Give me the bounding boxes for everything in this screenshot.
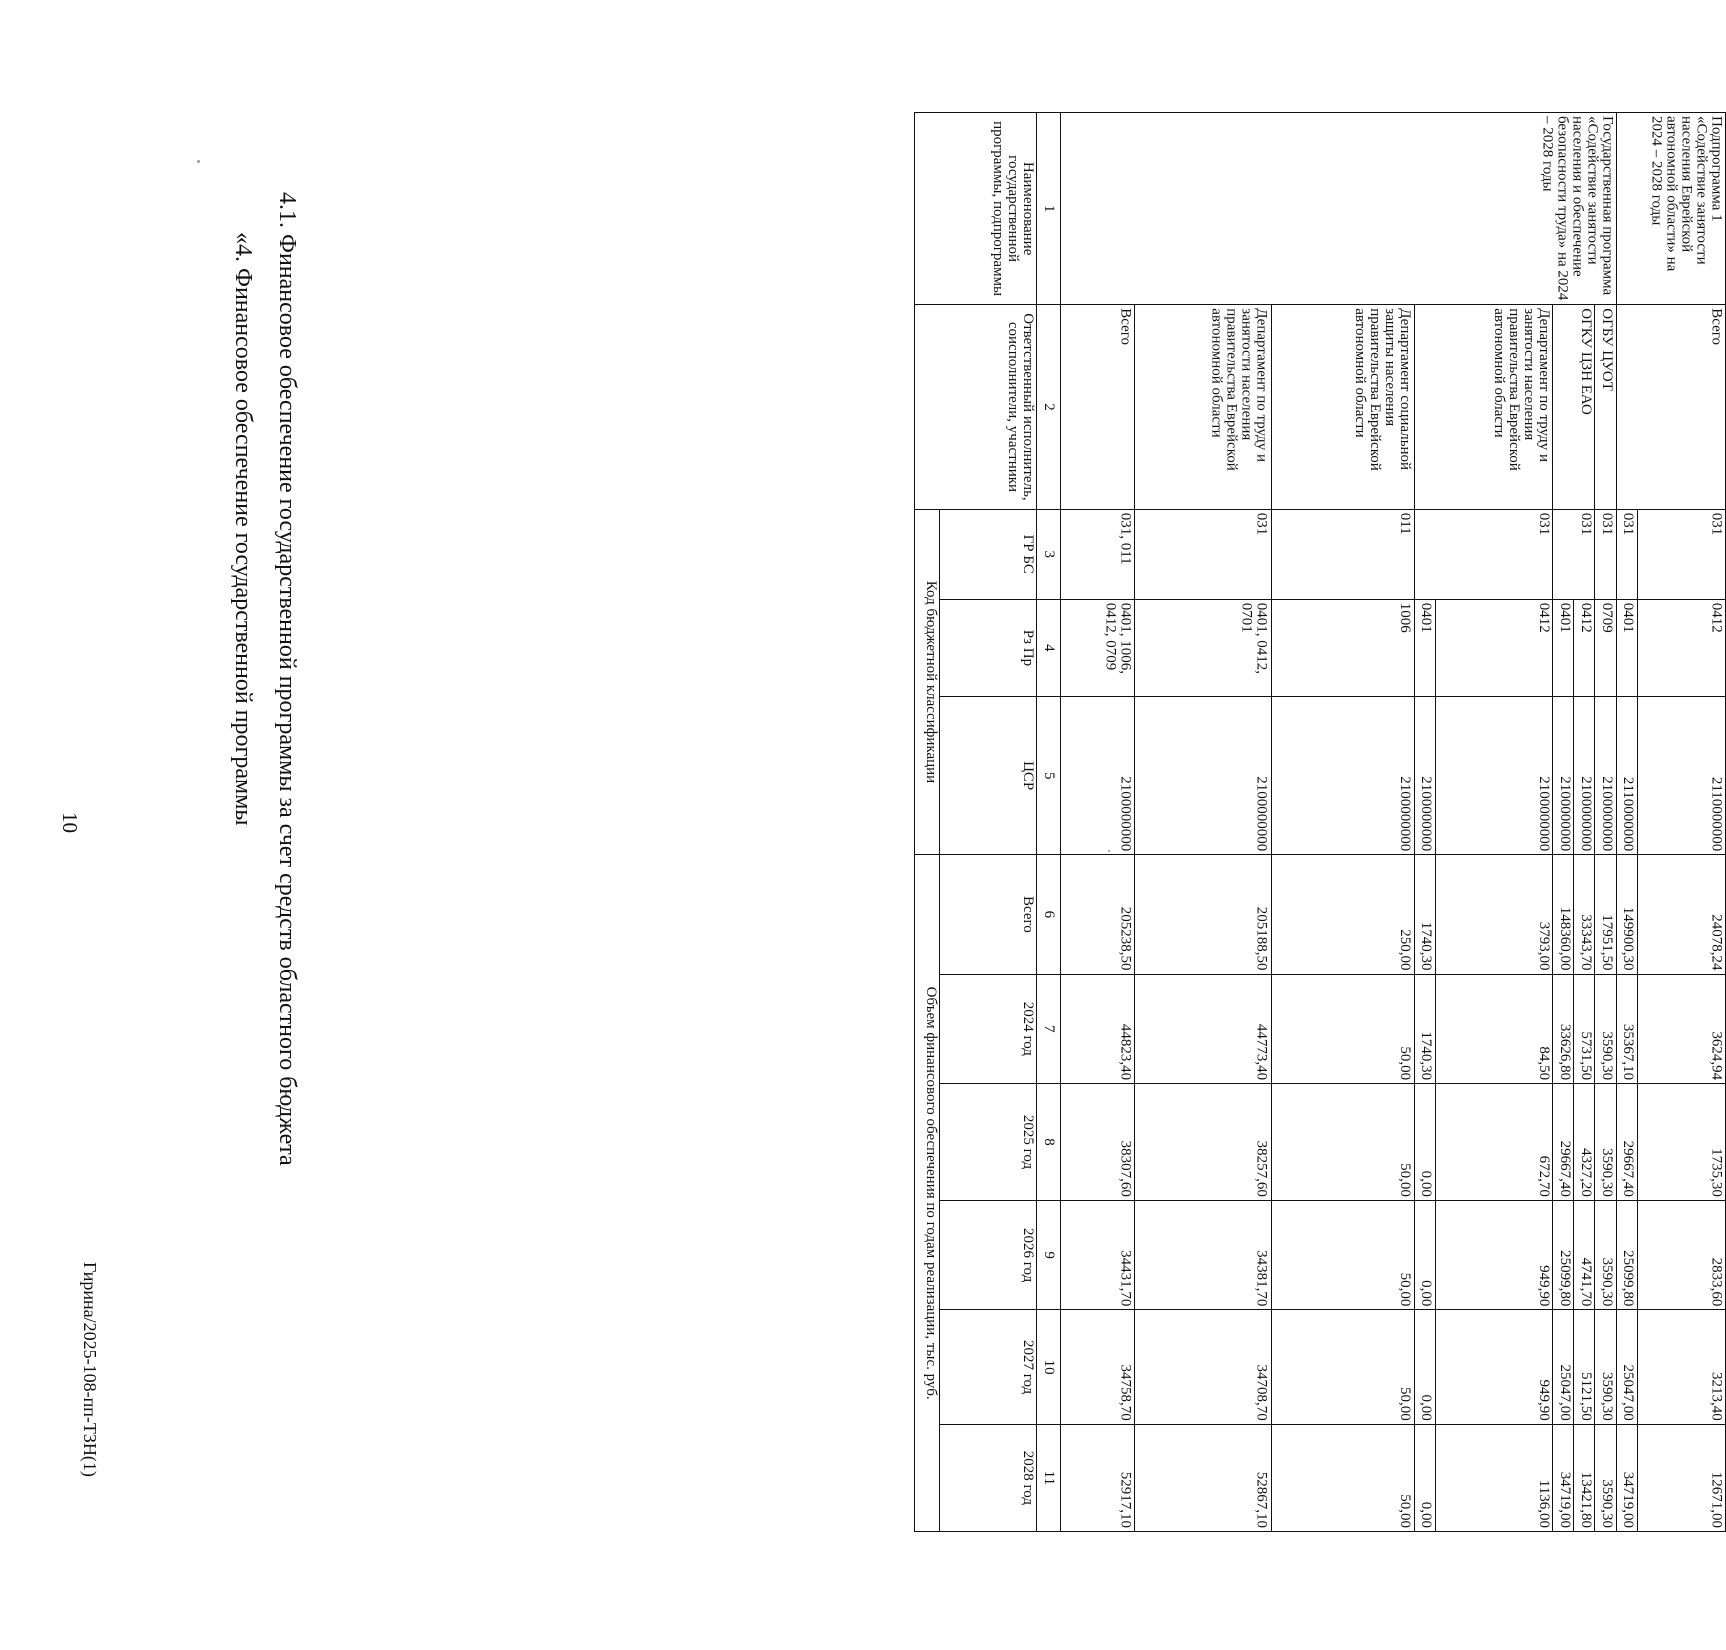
csr-cell: 2100000000 bbox=[1271, 697, 1414, 855]
y2025-cell: 4327,20 bbox=[1574, 1084, 1595, 1201]
grbs-cell: 031 bbox=[1616, 509, 1637, 599]
y2028-cell: 0,00 bbox=[1414, 1424, 1435, 1531]
y2025-cell: 672,70 bbox=[1435, 1084, 1553, 1201]
header-rzpr: Рз Пр bbox=[940, 599, 1037, 696]
document-code: Гирина/2025-108-пп-ТЗН(1) bbox=[80, 1262, 100, 1477]
y2024-cell: 35367,10 bbox=[1616, 974, 1637, 1084]
total-cell: 33343,70 bbox=[1574, 855, 1595, 974]
rzpr-cell: 0401, 0412, 0701 bbox=[1134, 599, 1271, 696]
col-number: 10 bbox=[1037, 1310, 1061, 1424]
total-cell: 148360,00 bbox=[1553, 855, 1574, 974]
y2024-cell: 5731,50 bbox=[1574, 974, 1595, 1084]
y2026-cell: 4741,70 bbox=[1574, 1200, 1595, 1310]
table-row bbox=[1553, 113, 1574, 1532]
page-number: 10 bbox=[58, 812, 82, 833]
total-cell: 250,00 bbox=[1271, 855, 1414, 974]
y2025-cell: 38307,60 bbox=[1061, 1084, 1135, 1201]
col-number: 9 bbox=[1037, 1200, 1061, 1310]
y2027-cell: 25047,00 bbox=[1553, 1310, 1574, 1424]
grbs-cell: 011 bbox=[1271, 509, 1414, 599]
executor-cell: ОГБУ ЦУОТ bbox=[1595, 305, 1616, 509]
y2026-cell: 34381,70 bbox=[1134, 1200, 1271, 1310]
header-2027: 2027 год bbox=[940, 1310, 1037, 1424]
header-budget-code-group: Код бюджетной классификации bbox=[915, 509, 940, 855]
y2027-cell: 34758,70 bbox=[1061, 1310, 1135, 1424]
subsection-title: 4.1. Финансовое обеспечение государственной программы за счет средств областного бюджета bbox=[274, 192, 300, 1166]
col-number: 8 bbox=[1037, 1084, 1061, 1201]
y2028-cell: 3590,30 bbox=[1595, 1424, 1616, 1531]
y2025-cell: 29667,40 bbox=[1553, 1084, 1574, 1201]
executor-cell: Департамент по труду и занятости населения правительства Еврейской автономной области bbox=[1414, 305, 1553, 509]
csr-cell: 2100000000 bbox=[1574, 697, 1595, 855]
y2028-cell: 13421,80 bbox=[1574, 1424, 1595, 1531]
y2025-cell: 0,00 bbox=[1414, 1084, 1435, 1201]
table-row bbox=[1414, 113, 1435, 1532]
y2028-cell: 50,00 bbox=[1271, 1424, 1414, 1531]
rzpr-cell: 0401 bbox=[1553, 599, 1574, 696]
y2026-cell: 949,90 bbox=[1435, 1200, 1553, 1310]
executor-cell: Всего bbox=[1061, 305, 1135, 509]
total-cell: 205238,50 bbox=[1061, 855, 1135, 974]
csr-cell: 2100000000 bbox=[1595, 697, 1616, 855]
col-number: 11 bbox=[1037, 1424, 1061, 1531]
header-csr: ЦСР bbox=[940, 697, 1037, 855]
csr-cell: 2110000000 bbox=[1637, 697, 1725, 855]
financing-table bbox=[914, 112, 1726, 1532]
program-name-cell: Государственная программа «Содействие занятости населения и обеспечение безопасности труда» на 2024 – 2028 годы bbox=[1061, 113, 1616, 305]
y2025-cell: 3590,30 bbox=[1595, 1084, 1616, 1201]
header-2025: 2025 год bbox=[940, 1084, 1037, 1201]
grbs-cell: 031 bbox=[1414, 509, 1553, 599]
subprogram-name-cell: Подпрограмма 1 «Содействие занятости населения Еврейской автономной области» на 2024 – 2028 годы bbox=[1616, 113, 1725, 305]
grbs-cell: 031 bbox=[1553, 509, 1595, 599]
y2025-cell: 38257,60 bbox=[1134, 1084, 1271, 1201]
y2024-cell: 3624,94 bbox=[1637, 974, 1725, 1084]
rzpr-cell: 0401 bbox=[1414, 599, 1435, 696]
csr-cell: 2100000000 bbox=[1553, 697, 1574, 855]
csr-cell: 2100000000 bbox=[1134, 697, 1271, 855]
col-number: 2 bbox=[1037, 305, 1061, 509]
csr-cell: 2110000000 bbox=[1616, 697, 1637, 855]
table-row bbox=[1061, 113, 1135, 1532]
executor-cell: Департамент социальной защиты населения правительства Еврейской автономной области bbox=[1271, 305, 1414, 509]
rzpr-cell: 0709 bbox=[1595, 599, 1616, 696]
y2027-cell: 25047,00 bbox=[1616, 1310, 1637, 1424]
col-number: 5 bbox=[1037, 697, 1061, 855]
y2024-cell: 50,00 bbox=[1271, 974, 1414, 1084]
header-volume-group: Объем финансового обеспечения по годам реализации, тыс. руб. bbox=[915, 855, 940, 1532]
total-cell: 24078,24 bbox=[1637, 855, 1725, 974]
header-grbs: ГР БС bbox=[940, 509, 1037, 599]
y2024-cell: 33626,80 bbox=[1553, 974, 1574, 1084]
csr-cell: 2100000000 bbox=[1061, 697, 1135, 855]
column-numbers-row bbox=[1037, 113, 1061, 1532]
header-2026: 2026 год bbox=[940, 1200, 1037, 1310]
executor-cell: ОГКУ ЦЗН ЕАО bbox=[1553, 305, 1595, 509]
header-total: Всего bbox=[940, 855, 1037, 974]
y2025-cell: 50,00 bbox=[1271, 1084, 1414, 1201]
header-2028: 2028 год bbox=[940, 1424, 1037, 1531]
col-number: 7 bbox=[1037, 974, 1061, 1084]
total-cell: 205188,50 bbox=[1134, 855, 1271, 974]
header-program-name: Наименование государственной программы, подпрограммы bbox=[915, 113, 1037, 305]
y2027-cell: 0,00 bbox=[1414, 1310, 1435, 1424]
y2027-cell: 5121,50 bbox=[1574, 1310, 1595, 1424]
table-row bbox=[1134, 113, 1271, 1532]
y2025-cell: 29667,40 bbox=[1616, 1084, 1637, 1201]
executor-cell: Департамент по труду и занятости населения правительства Еврейской автономной области bbox=[1134, 305, 1271, 509]
header-2024: 2024 год bbox=[940, 974, 1037, 1084]
csr-cell: 2100000000 bbox=[1414, 697, 1435, 855]
grbs-cell: 031, 011 bbox=[1061, 509, 1135, 599]
y2026-cell: 25099,80 bbox=[1616, 1200, 1637, 1310]
y2024-cell: 1740,30 bbox=[1414, 974, 1435, 1084]
y2028-cell: 52867,10 bbox=[1134, 1424, 1271, 1531]
total-cell: 17951,50 bbox=[1595, 855, 1616, 974]
scan-speck bbox=[1108, 850, 1110, 852]
table-row bbox=[1616, 113, 1637, 1532]
y2027-cell: 949,90 bbox=[1435, 1310, 1553, 1424]
total-cell: 149900,30 bbox=[1616, 855, 1637, 974]
y2026-cell: 25099,80 bbox=[1553, 1200, 1574, 1310]
rzpr-cell: 0412 bbox=[1574, 599, 1595, 696]
y2024-cell: 3590,30 bbox=[1595, 974, 1616, 1084]
header-executor: Ответственный исполнитель, соисполнители, участники bbox=[915, 305, 1037, 509]
y2026-cell: 34431,70 bbox=[1061, 1200, 1135, 1310]
total-cell: 1740,30 bbox=[1414, 855, 1435, 974]
total-cell: 3793,00 bbox=[1435, 855, 1553, 974]
rzpr-cell: 0401, 1006, 0412, 0709 bbox=[1061, 599, 1135, 696]
rzpr-cell: 0412 bbox=[1637, 599, 1725, 696]
scan-speck bbox=[197, 160, 200, 163]
col-number: 4 bbox=[1037, 599, 1061, 696]
table-row bbox=[1595, 113, 1616, 1532]
y2026-cell: 0,00 bbox=[1414, 1200, 1435, 1310]
rzpr-cell: 1006 bbox=[1271, 599, 1414, 696]
y2028-cell: 52917,10 bbox=[1061, 1424, 1135, 1531]
rzpr-cell: 0401 bbox=[1616, 599, 1637, 696]
col-number: 1 bbox=[1037, 113, 1061, 305]
grbs-cell: 031 bbox=[1134, 509, 1271, 599]
y2027-cell: 50,00 bbox=[1271, 1310, 1414, 1424]
y2027-cell: 3213,40 bbox=[1637, 1310, 1725, 1424]
col-number: 3 bbox=[1037, 509, 1061, 599]
y2024-cell: 44823,40 bbox=[1061, 974, 1135, 1084]
y2027-cell: 34708,70 bbox=[1134, 1310, 1271, 1424]
y2026-cell: 2833,60 bbox=[1637, 1200, 1725, 1310]
y2028-cell: 1136,00 bbox=[1435, 1424, 1553, 1531]
y2026-cell: 3590,30 bbox=[1595, 1200, 1616, 1310]
col-number: 6 bbox=[1037, 855, 1061, 974]
y2028-cell: 34719,00 bbox=[1616, 1424, 1637, 1531]
y2024-cell: 84,50 bbox=[1435, 974, 1553, 1084]
y2028-cell: 12671,00 bbox=[1637, 1424, 1725, 1531]
grbs-cell: 031 bbox=[1595, 509, 1616, 599]
csr-cell: 2100000000 bbox=[1435, 697, 1553, 855]
rzpr-cell: 0412 bbox=[1435, 599, 1553, 696]
y2026-cell: 50,00 bbox=[1271, 1200, 1414, 1310]
grbs-cell: 031 bbox=[1637, 509, 1725, 599]
y2024-cell: 44773,40 bbox=[1134, 974, 1271, 1084]
executor-cell: Всего bbox=[1616, 305, 1725, 509]
table-row bbox=[1271, 113, 1414, 1532]
y2028-cell: 34719,00 bbox=[1553, 1424, 1574, 1531]
y2025-cell: 1735,30 bbox=[1637, 1084, 1725, 1201]
y2027-cell: 3590,30 bbox=[1595, 1310, 1616, 1424]
section-title: «4. Финансовое обеспечение государственной программы bbox=[230, 232, 256, 826]
